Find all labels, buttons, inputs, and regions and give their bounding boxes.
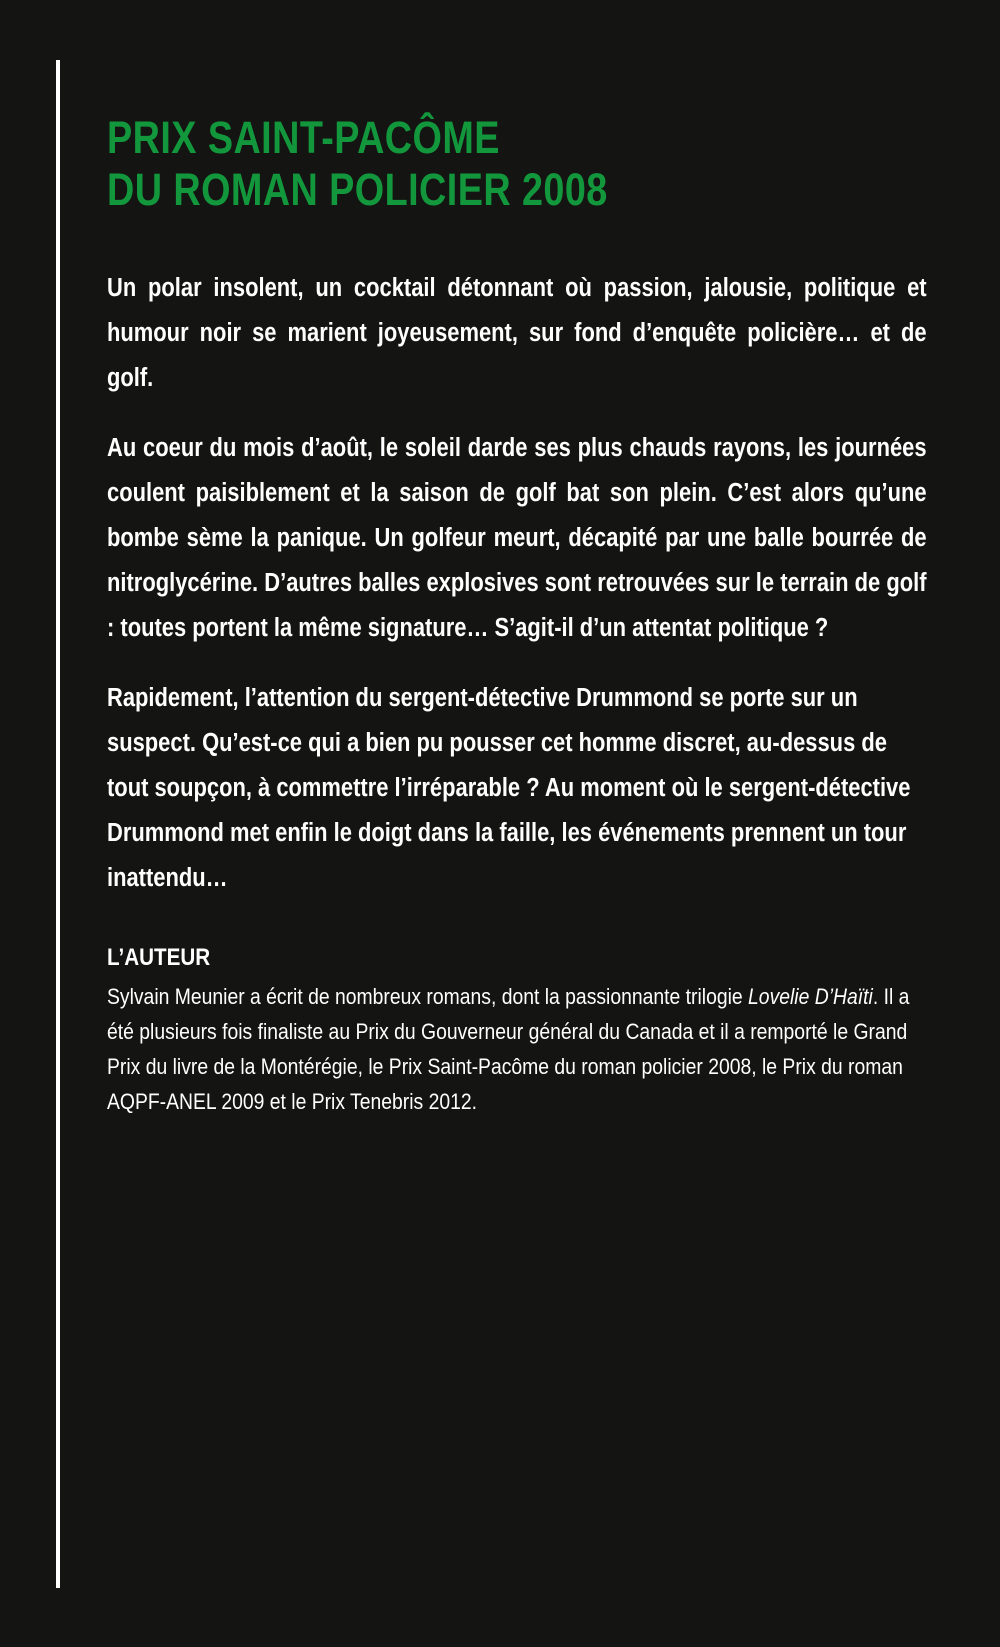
award-heading-line-2: DU ROMAN POLICIER 2008	[107, 164, 608, 215]
author-section	[107, 943, 927, 1119]
blurb-paragraph-1: Un polar insolent, un cocktail détonnant où passion, jalousie, politique et humour noir se marient joyeusement, sur fond d’enquête policière… et de golf.	[107, 274, 927, 392]
author-bio	[107, 979, 927, 1119]
blurb-paragraph-2: Au coeur du mois d’août, le soleil darde ses plus chauds rayons, les journées coulent paisiblement et la saison de golf bat son plein. C’est alors qu’une bombe sème la panique. Un golfeur meurt, décapité par une balle bourrée de nitroglycérine. D’autres balles explosives sont retrouvées sur le terrain de golf : toutes portent la même signature… S’agit-il d’un attentat politique ?	[107, 434, 927, 642]
award-heading-line-1: PRIX SAINT-PACÔME	[107, 112, 500, 163]
author-bio-text-2: . Il a été plusieurs fois finaliste au Prix du Gouverneur général du Canada et il a remporté le Grand Prix du livre de la Montérégie, le Prix Saint-Pacôme du roman policier 2008, le Prix du roman AQPF-ANEL 2009 et le Prix Tenebris 2012.	[107, 984, 910, 1114]
back-cover-content	[107, 112, 927, 1119]
author-bio-book-title: Lovelie D’Haïti	[748, 984, 873, 1009]
vertical-rule	[56, 60, 60, 1588]
author-heading: L’AUTEUR	[107, 944, 211, 971]
author-bio-text-1: Sylvain Meunier a écrit de nombreux romans, dont la passionnante trilogie	[107, 984, 749, 1009]
blurb-paragraph-3: Rapidement, l’attention du sergent-détective Drummond se porte sur un suspect. Qu’est-ce qui a bien pu pousser cet homme discret, au-dessus de tout soupçon, à commettre l’irréparable ? Au moment où le sergent-détective Drummond met enfin le doigt dans la faille, les événements prennent un tour inattendu…	[107, 684, 911, 892]
blurb	[107, 266, 927, 901]
award-heading	[107, 112, 930, 216]
